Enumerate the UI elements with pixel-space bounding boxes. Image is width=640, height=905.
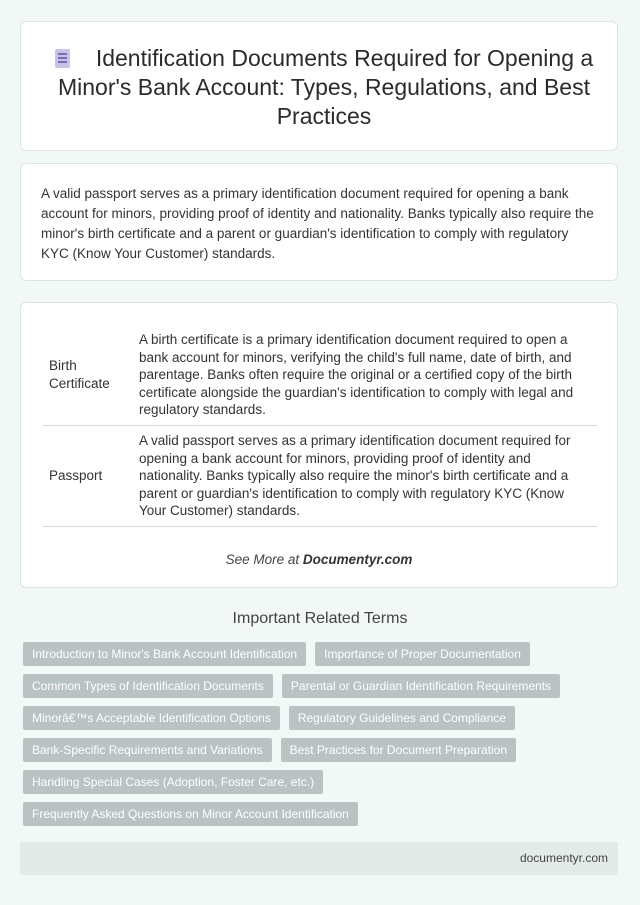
term-cell: Birth Certificate bbox=[43, 325, 127, 425]
tag-row bbox=[23, 674, 623, 698]
table-row bbox=[43, 425, 597, 526]
see-more bbox=[21, 552, 617, 567]
related-terms-list bbox=[23, 642, 623, 834]
page-title bbox=[51, 44, 597, 131]
tag-row bbox=[23, 738, 623, 762]
footer-site-link[interactable]: documentyr.com bbox=[519, 851, 608, 865]
page-title-text: Identification Documents Required for Opening a Minor's Bank Account: Types, Regulations, and Best Practices bbox=[58, 45, 594, 129]
term-cell: Passport bbox=[43, 425, 127, 526]
related-terms-heading: Important Related Terms bbox=[232, 610, 408, 627]
intro-text: A valid passport serves as a primary identification document required for opening a bank account for minors, providing proof of identity and nationality. Banks typically also require the minor's birth certificate and a parent or guardian's identification to comply with regulatory KYC (Know Your Customer) standards. bbox=[41, 186, 594, 261]
tag-row bbox=[23, 642, 623, 666]
table-row bbox=[43, 325, 597, 425]
related-term-tag[interactable]: Introduction to Minor's Bank Account Identification bbox=[23, 642, 306, 666]
title-card bbox=[20, 21, 618, 151]
document-icon bbox=[55, 49, 70, 68]
related-term-tag[interactable]: Minorâ€™s Acceptable Identification Options bbox=[23, 706, 280, 730]
see-more-link[interactable]: Documentyr.com bbox=[302, 552, 413, 567]
related-term-tag[interactable]: Frequently Asked Questions on Minor Account Identification bbox=[23, 802, 358, 826]
description-cell: A valid passport serves as a primary identification document required for opening a bank account for minors, providing proof of identity and nationality. Banks typically also require the minor's birth certificate and a parent or guardian's identification to comply with regulatory KYC (Know Your Customer) standards. bbox=[127, 425, 597, 526]
intro-card bbox=[20, 163, 618, 281]
related-term-tag[interactable]: Best Practices for Document Preparation bbox=[281, 738, 516, 762]
tag-row bbox=[23, 706, 623, 730]
related-term-tag[interactable]: Importance of Proper Documentation bbox=[315, 642, 530, 666]
related-term-tag[interactable]: Common Types of Identification Documents bbox=[23, 674, 273, 698]
related-term-tag[interactable]: Handling Special Cases (Adoption, Foster Care, etc.) bbox=[23, 770, 323, 794]
related-term-tag[interactable]: Bank-Specific Requirements and Variations bbox=[23, 738, 272, 762]
tag-row bbox=[23, 770, 623, 794]
description-cell: A birth certificate is a primary identification document required to open a bank account for minors, verifying the child's full name, date of birth, and parentage. Banks often require the original or a certified copy of the birth certificate alongside the guardian's identification to comply with legal and regulatory standards. bbox=[127, 325, 597, 425]
see-more-prefix: See More at bbox=[225, 552, 303, 567]
related-term-tag[interactable]: Regulatory Guidelines and Compliance bbox=[289, 706, 515, 730]
related-term-tag[interactable]: Parental or Guardian Identification Requirements bbox=[282, 674, 560, 698]
footer bbox=[20, 842, 618, 875]
table-card bbox=[20, 302, 618, 588]
documents-table bbox=[43, 325, 597, 527]
tag-row bbox=[23, 802, 623, 826]
